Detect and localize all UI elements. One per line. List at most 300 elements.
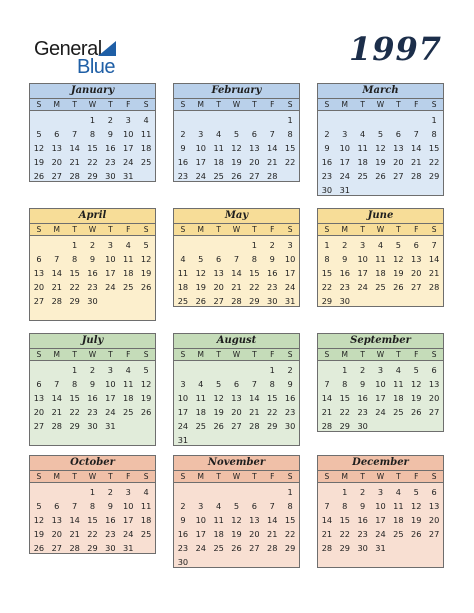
day-cell: 25 <box>213 543 224 553</box>
day-cell: 17 <box>357 268 368 278</box>
week-row <box>174 238 299 252</box>
day-cell: 18 <box>123 393 134 403</box>
day-cell: 26 <box>213 421 224 431</box>
day-cell: 8 <box>342 379 348 389</box>
day-cell: 2 <box>360 487 366 497</box>
day-cell: 15 <box>284 143 296 153</box>
week-row <box>318 513 443 527</box>
brand-logo <box>34 38 124 78</box>
day-cell: 13 <box>428 501 440 511</box>
weekday-label: T <box>216 225 221 234</box>
day-cell <box>372 113 390 127</box>
day-cell: 19 <box>213 407 224 417</box>
weekday-label: S <box>180 225 186 234</box>
day-cell <box>192 238 210 252</box>
day-cell: 12 <box>140 379 152 389</box>
day-cell <box>48 238 66 252</box>
day-cell: 20 <box>249 529 260 539</box>
day-cell <box>372 183 390 197</box>
day-cell <box>228 238 246 252</box>
day-cell: 3 <box>377 365 384 375</box>
month-november <box>173 455 300 568</box>
day-cell: 16 <box>267 268 278 278</box>
day-cell: 21 <box>428 268 440 278</box>
day-cell: 6 <box>233 379 240 389</box>
weekday-header <box>318 349 443 361</box>
weekday-label: T <box>72 225 77 234</box>
day-cell: 23 <box>177 171 189 181</box>
day-cell: 5 <box>413 487 419 497</box>
day-cell: 12 <box>213 393 224 403</box>
day-cell: 13 <box>428 379 440 389</box>
day-cell: 15 <box>249 268 260 278</box>
weekday-label: F <box>414 472 419 481</box>
day-cell <box>228 555 246 569</box>
day-cell: 28 <box>69 543 80 553</box>
day-cell: 20 <box>249 157 260 167</box>
weekday-label: W <box>376 100 385 109</box>
week-row <box>30 377 155 391</box>
day-cell <box>389 419 407 433</box>
day-cell: 12 <box>411 379 422 389</box>
weekday-label: F <box>126 225 131 234</box>
day-cell: 26 <box>231 171 242 181</box>
day-cell: 19 <box>375 157 386 167</box>
weekday-header <box>30 471 155 483</box>
day-cell: 8 <box>431 129 437 139</box>
day-cell: 26 <box>411 529 422 539</box>
week-row <box>174 294 299 308</box>
day-cell: 15 <box>69 268 80 278</box>
day-cell: 29 <box>321 296 333 306</box>
day-cell <box>354 294 372 308</box>
day-cell <box>245 363 263 377</box>
day-cell: 29 <box>339 421 350 431</box>
day-cell: 6 <box>251 501 257 511</box>
day-cell: 19 <box>140 393 152 403</box>
day-cell: 3 <box>377 487 384 497</box>
weekday-label: F <box>270 225 275 234</box>
day-cell <box>407 541 425 555</box>
day-cell: 26 <box>393 282 404 292</box>
day-cell <box>281 169 299 183</box>
day-cell: 14 <box>267 143 278 153</box>
day-cell: 2 <box>287 365 293 375</box>
day-cell: 7 <box>72 129 78 139</box>
day-cell: 30 <box>339 296 350 306</box>
day-cell: 12 <box>393 254 404 264</box>
day-cell: 15 <box>339 515 350 525</box>
day-cell: 28 <box>321 543 333 553</box>
weekday-label: S <box>287 225 293 234</box>
weekday-label: S <box>287 472 293 481</box>
day-cell: 17 <box>195 157 206 167</box>
day-cell: 2 <box>180 501 186 511</box>
day-cell <box>174 485 192 499</box>
day-cell: 18 <box>375 268 386 278</box>
day-cell: 4 <box>360 129 366 139</box>
weekday-label: S <box>431 472 437 481</box>
weekday-label: T <box>360 350 365 359</box>
day-cell: 22 <box>284 157 296 167</box>
day-cell <box>66 485 84 499</box>
day-cell <box>48 363 66 377</box>
weekday-label: F <box>414 100 419 109</box>
day-cell: 1 <box>269 365 275 375</box>
day-cell: 11 <box>375 254 386 264</box>
day-cell <box>263 433 281 447</box>
week-row <box>318 113 443 127</box>
weekday-label: T <box>216 472 221 481</box>
week-row <box>174 405 299 419</box>
day-cell <box>389 541 407 555</box>
day-cell: 17 <box>375 393 386 403</box>
weekday-label: T <box>108 350 113 359</box>
day-cell <box>425 294 443 308</box>
day-cell <box>318 485 336 499</box>
day-cell: 18 <box>213 529 224 539</box>
day-cell: 28 <box>411 171 422 181</box>
day-cell: 17 <box>123 143 134 153</box>
day-cell: 25 <box>393 529 404 539</box>
day-cell: 21 <box>51 282 62 292</box>
week-row <box>30 405 155 419</box>
weekday-label: W <box>88 100 97 109</box>
day-cell: 22 <box>339 407 350 417</box>
day-cell: 12 <box>375 143 386 153</box>
week-row <box>30 391 155 405</box>
weekday-label: M <box>197 225 205 234</box>
day-cell: 29 <box>87 171 98 181</box>
weekday-label: M <box>53 472 61 481</box>
day-cell: 20 <box>411 268 422 278</box>
day-cell <box>101 294 119 308</box>
day-cell: 2 <box>324 129 330 139</box>
day-cell: 22 <box>428 157 440 167</box>
day-cell: 20 <box>33 282 45 292</box>
week-row <box>174 169 299 183</box>
day-cell: 15 <box>284 515 296 525</box>
month-title: August <box>174 334 299 349</box>
day-cell: 24 <box>375 529 386 539</box>
weekday-header <box>318 224 443 236</box>
day-cell: 12 <box>33 143 45 153</box>
day-cell: 29 <box>267 421 278 431</box>
day-cell: 24 <box>357 282 368 292</box>
weekday-label: T <box>360 100 365 109</box>
day-cell: 9 <box>360 501 366 511</box>
day-cell: 14 <box>411 143 422 153</box>
week-row <box>318 419 443 433</box>
day-cell <box>245 485 263 499</box>
day-cell: 27 <box>33 296 45 306</box>
day-cell: 11 <box>195 393 206 403</box>
day-cell: 30 <box>105 543 116 553</box>
day-cell: 15 <box>69 393 80 403</box>
day-cell <box>389 183 407 197</box>
day-cell: 4 <box>395 487 401 497</box>
day-cell: 17 <box>123 515 134 525</box>
day-cell: 14 <box>428 254 440 264</box>
day-cell: 1 <box>324 240 330 250</box>
day-cell <box>137 169 155 183</box>
day-cell: 1 <box>342 487 348 497</box>
month-may <box>173 208 300 307</box>
weekday-label: T <box>252 225 257 234</box>
day-cell: 31 <box>284 296 296 306</box>
day-cell: 9 <box>89 254 96 264</box>
day-cell: 23 <box>339 282 350 292</box>
weekday-label: S <box>143 225 149 234</box>
day-cell: 17 <box>105 393 116 403</box>
day-cell: 8 <box>72 254 78 264</box>
day-cell: 17 <box>339 157 350 167</box>
day-cell <box>66 113 84 127</box>
day-cell: 13 <box>51 515 62 525</box>
day-cell: 7 <box>251 379 257 389</box>
week-row <box>30 527 155 541</box>
day-cell: 10 <box>339 143 350 153</box>
week-row <box>174 485 299 499</box>
day-cell <box>425 183 443 197</box>
day-cell: 14 <box>51 393 62 403</box>
day-cell: 28 <box>51 421 62 431</box>
weekday-label: W <box>232 350 241 359</box>
day-cell <box>318 113 336 127</box>
day-cell <box>263 485 281 499</box>
week-row <box>318 238 443 252</box>
weekday-label: M <box>197 100 205 109</box>
day-cell: 14 <box>51 268 62 278</box>
day-cell: 11 <box>357 143 368 153</box>
weekday-label: F <box>126 350 131 359</box>
day-cell: 4 <box>125 240 131 250</box>
day-cell: 23 <box>87 407 98 417</box>
day-cell: 12 <box>231 515 242 525</box>
week-row <box>174 499 299 513</box>
day-cell: 15 <box>267 393 278 403</box>
day-cell: 5 <box>36 129 42 139</box>
day-cell: 30 <box>87 421 98 431</box>
day-cell: 8 <box>287 501 293 511</box>
day-cell: 5 <box>233 129 240 139</box>
weekday-header <box>174 224 299 236</box>
weekday-label: M <box>53 100 61 109</box>
week-row <box>174 541 299 555</box>
day-cell: 1 <box>89 115 96 125</box>
day-cell: 9 <box>324 143 330 153</box>
day-cell: 4 <box>216 129 222 139</box>
weekday-label: W <box>88 472 97 481</box>
day-cell: 10 <box>195 515 206 525</box>
day-cell: 25 <box>177 296 189 306</box>
weekday-label: M <box>341 472 349 481</box>
week-row <box>174 252 299 266</box>
day-cell: 2 <box>360 365 366 375</box>
day-cell: 12 <box>140 254 152 264</box>
day-cell <box>281 433 299 447</box>
day-cell: 15 <box>321 268 333 278</box>
day-cell: 12 <box>411 501 422 511</box>
day-cell: 27 <box>249 171 260 181</box>
week-row <box>174 113 299 127</box>
day-cell: 10 <box>284 254 296 264</box>
day-cell: 27 <box>393 171 404 181</box>
week-row <box>30 363 155 377</box>
day-cell: 21 <box>321 529 333 539</box>
day-cell: 21 <box>249 407 260 417</box>
day-cell: 27 <box>411 282 422 292</box>
week-row <box>174 280 299 294</box>
day-cell: 29 <box>249 296 260 306</box>
day-cell: 21 <box>411 157 422 167</box>
day-cell: 8 <box>89 501 96 511</box>
day-cell: 4 <box>143 487 149 497</box>
weekday-label: T <box>396 472 401 481</box>
week-row <box>174 363 299 377</box>
day-cell: 18 <box>213 157 224 167</box>
day-cell: 18 <box>140 515 152 525</box>
day-cell: 26 <box>411 407 422 417</box>
day-cell <box>407 183 425 197</box>
day-cell: 20 <box>428 515 440 525</box>
day-cell: 21 <box>51 407 62 417</box>
day-cell: 29 <box>284 543 296 553</box>
day-cell <box>192 113 210 127</box>
day-cell: 1 <box>89 487 96 497</box>
day-cell: 23 <box>177 543 189 553</box>
weekday-label: W <box>232 225 241 234</box>
day-cell: 5 <box>143 240 149 250</box>
day-cell: 29 <box>69 296 80 306</box>
day-cell: 5 <box>216 379 222 389</box>
day-cell: 31 <box>105 421 116 431</box>
day-cell: 20 <box>33 407 45 417</box>
weekday-label: M <box>53 350 61 359</box>
logo-text-blue: Blue <box>77 56 116 78</box>
day-cell <box>210 238 228 252</box>
day-cell: 9 <box>107 129 113 139</box>
day-cell: 7 <box>269 501 275 511</box>
day-cell: 8 <box>89 129 96 139</box>
day-cell <box>30 485 48 499</box>
day-cell: 25 <box>213 171 224 181</box>
day-cell: 26 <box>375 171 386 181</box>
day-cell: 10 <box>123 501 134 511</box>
day-cell <box>48 485 66 499</box>
day-cell <box>228 363 246 377</box>
weekday-header <box>318 99 443 111</box>
day-cell: 16 <box>284 393 296 403</box>
day-cell <box>30 238 48 252</box>
day-cell <box>174 238 192 252</box>
week-row <box>30 499 155 513</box>
day-cell: 22 <box>69 282 80 292</box>
day-cell <box>48 113 66 127</box>
day-cell: 7 <box>324 379 330 389</box>
weekday-label: S <box>431 100 437 109</box>
day-cell: 26 <box>33 171 45 181</box>
week-row <box>174 433 299 447</box>
week-row <box>30 127 155 141</box>
weekday-label: W <box>376 350 385 359</box>
day-cell: 19 <box>140 268 152 278</box>
week-row <box>174 527 299 541</box>
day-cell <box>228 433 246 447</box>
day-cell: 20 <box>231 407 242 417</box>
day-cell: 23 <box>87 282 98 292</box>
day-cell: 29 <box>428 171 440 181</box>
day-cell: 17 <box>375 515 386 525</box>
day-cell: 18 <box>177 282 189 292</box>
day-cell: 24 <box>284 282 296 292</box>
week-row <box>30 141 155 155</box>
day-cell: 26 <box>140 282 152 292</box>
month-march <box>317 83 444 196</box>
week-row <box>318 266 443 280</box>
weekday-label: S <box>180 100 186 109</box>
day-cell: 9 <box>107 501 113 511</box>
day-cell: 16 <box>105 143 116 153</box>
day-cell: 7 <box>324 501 330 511</box>
weekday-label: W <box>88 350 97 359</box>
day-cell: 3 <box>198 129 204 139</box>
day-cell: 5 <box>143 365 149 375</box>
day-cell: 14 <box>267 515 278 525</box>
day-cell: 22 <box>267 407 278 417</box>
day-cell: 30 <box>284 421 296 431</box>
day-cell: 17 <box>284 268 296 278</box>
day-cell: 6 <box>54 129 60 139</box>
weekday-label: F <box>270 100 275 109</box>
day-cell <box>228 485 246 499</box>
weekday-label: T <box>360 472 365 481</box>
day-cell: 22 <box>321 282 333 292</box>
day-cell: 26 <box>195 296 206 306</box>
day-cell: 16 <box>177 157 189 167</box>
day-cell: 27 <box>33 421 45 431</box>
day-cell: 20 <box>393 157 404 167</box>
weekday-label: S <box>324 350 330 359</box>
day-cell: 24 <box>105 282 116 292</box>
weekday-label: M <box>341 225 349 234</box>
weekday-label: F <box>270 472 275 481</box>
weekday-label: W <box>88 225 97 234</box>
day-cell: 1 <box>72 365 78 375</box>
day-cell <box>263 555 281 569</box>
day-cell: 30 <box>177 557 189 567</box>
day-cell: 2 <box>107 487 113 497</box>
day-cell: 24 <box>195 543 206 553</box>
day-cell: 14 <box>249 393 260 403</box>
day-cell: 9 <box>180 515 186 525</box>
day-cell: 16 <box>357 393 368 403</box>
day-cell: 16 <box>321 157 333 167</box>
day-cell: 11 <box>393 379 404 389</box>
month-february <box>173 83 300 182</box>
day-cell <box>192 433 210 447</box>
logo-triangle-icon <box>98 41 116 56</box>
day-cell: 16 <box>105 515 116 525</box>
day-cell: 9 <box>360 379 366 389</box>
week-row <box>30 485 155 499</box>
day-cell: 2 <box>89 240 96 250</box>
day-cell: 26 <box>231 543 242 553</box>
day-cell: 16 <box>87 268 98 278</box>
weekday-label: S <box>431 350 437 359</box>
day-cell: 1 <box>342 365 348 375</box>
day-cell <box>137 419 155 433</box>
